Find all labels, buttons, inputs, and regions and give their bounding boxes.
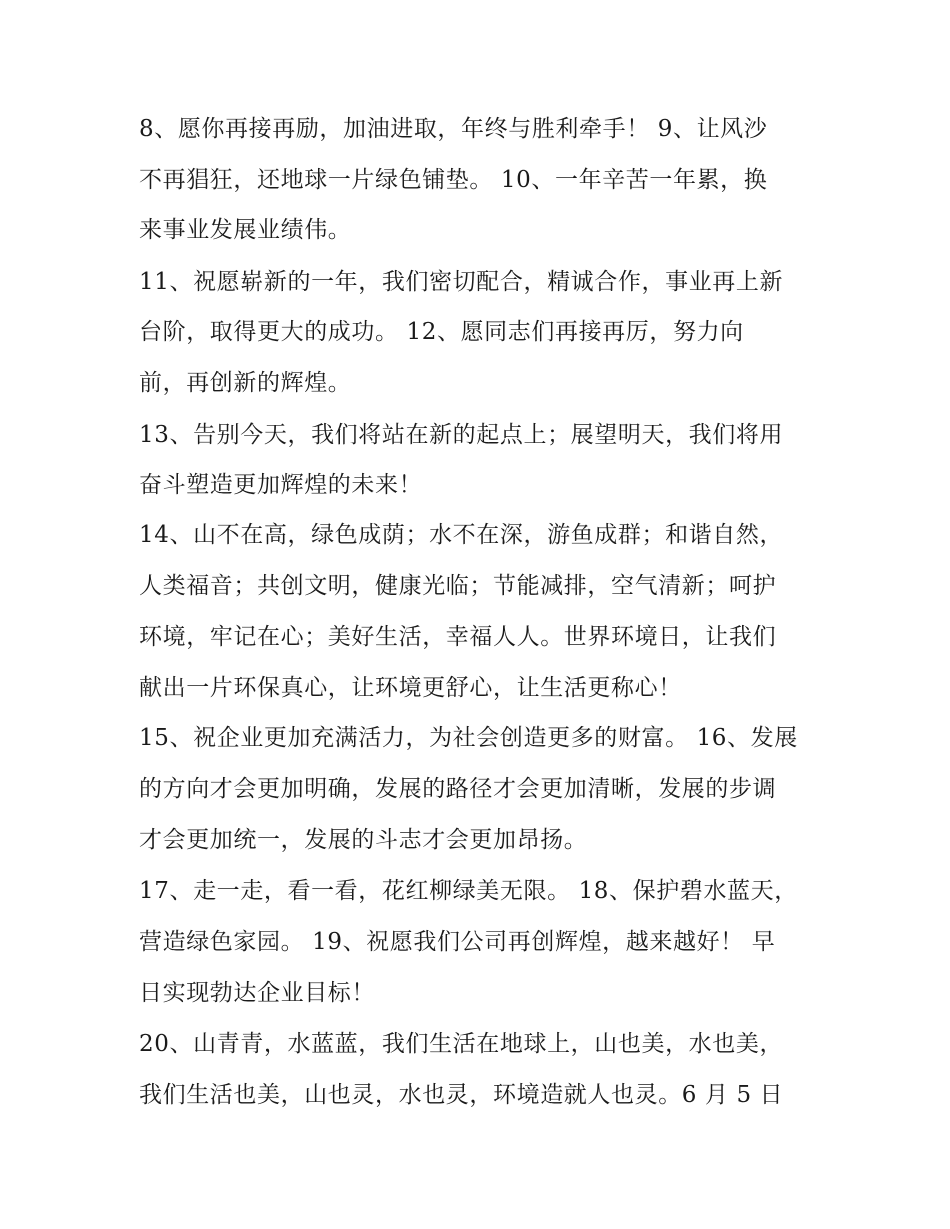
text-line: 13、告别今天，我们将站在新的起点上；展望明天，我们将用 — [139, 422, 784, 448]
text-line: 我们生活也美，山也灵，水也灵，环境造就人也灵。6 月 5 日 — [139, 1082, 784, 1108]
text-line: 才会更加统一，发展的斗志才会更加昂扬。 — [139, 827, 588, 853]
text-line: 台阶，取得更大的成功。 12、愿同志们再接再厉，努力向 — [139, 319, 744, 345]
text-line: 不再猖狂，还地球一片绿色铺垫。 10、一年辛苦一年累，换 — [139, 167, 768, 193]
text-line: 来事业发展业绩伟。 — [139, 217, 352, 243]
text-line: 17、走一走，看一看，花红柳绿美无限。 18、保护碧水蓝天， — [139, 878, 798, 904]
text-line: 环境，牢记在心；美好生活，幸福人人。世界环境日，让我们 — [139, 624, 777, 650]
text-line: 8、愿你再接再励，加油进取，年终与胜利牵手！ 9、让风沙 — [139, 116, 768, 142]
text-line: 的方向才会更加明确，发展的路径才会更加清晰，发展的步调 — [139, 776, 777, 802]
text-line: 15、祝企业更加充满活力，为社会创造更多的财富。 16、发展 — [139, 725, 798, 751]
text-line: 14、山不在高，绿色成荫；水不在深，游鱼成群；和谐自然， — [139, 522, 784, 548]
text-line: 营造绿色家园。 19、祝愿我们公司再创辉煌，越来越好！ 早 — [139, 929, 776, 955]
text-line: 奋斗塑造更加辉煌的未来！ — [139, 472, 423, 498]
text-line: 献出一片环保真心，让环境更舒心，让生活更称心！ — [139, 675, 682, 701]
text-line: 前，再创新的辉煌。 — [139, 370, 352, 396]
text-line: 11、祝愿崭新的一年，我们密切配合，精诚合作，事业再上新 — [139, 269, 784, 295]
text-line: 人类福音；共创文明，健康光临；节能减排，空气清新；呵护 — [139, 573, 777, 599]
text-line: 日实现勃达企业目标！ — [139, 980, 375, 1006]
text-line: 20、山青青，水蓝蓝，我们生活在地球上，山也美，水也美， — [139, 1031, 784, 1057]
